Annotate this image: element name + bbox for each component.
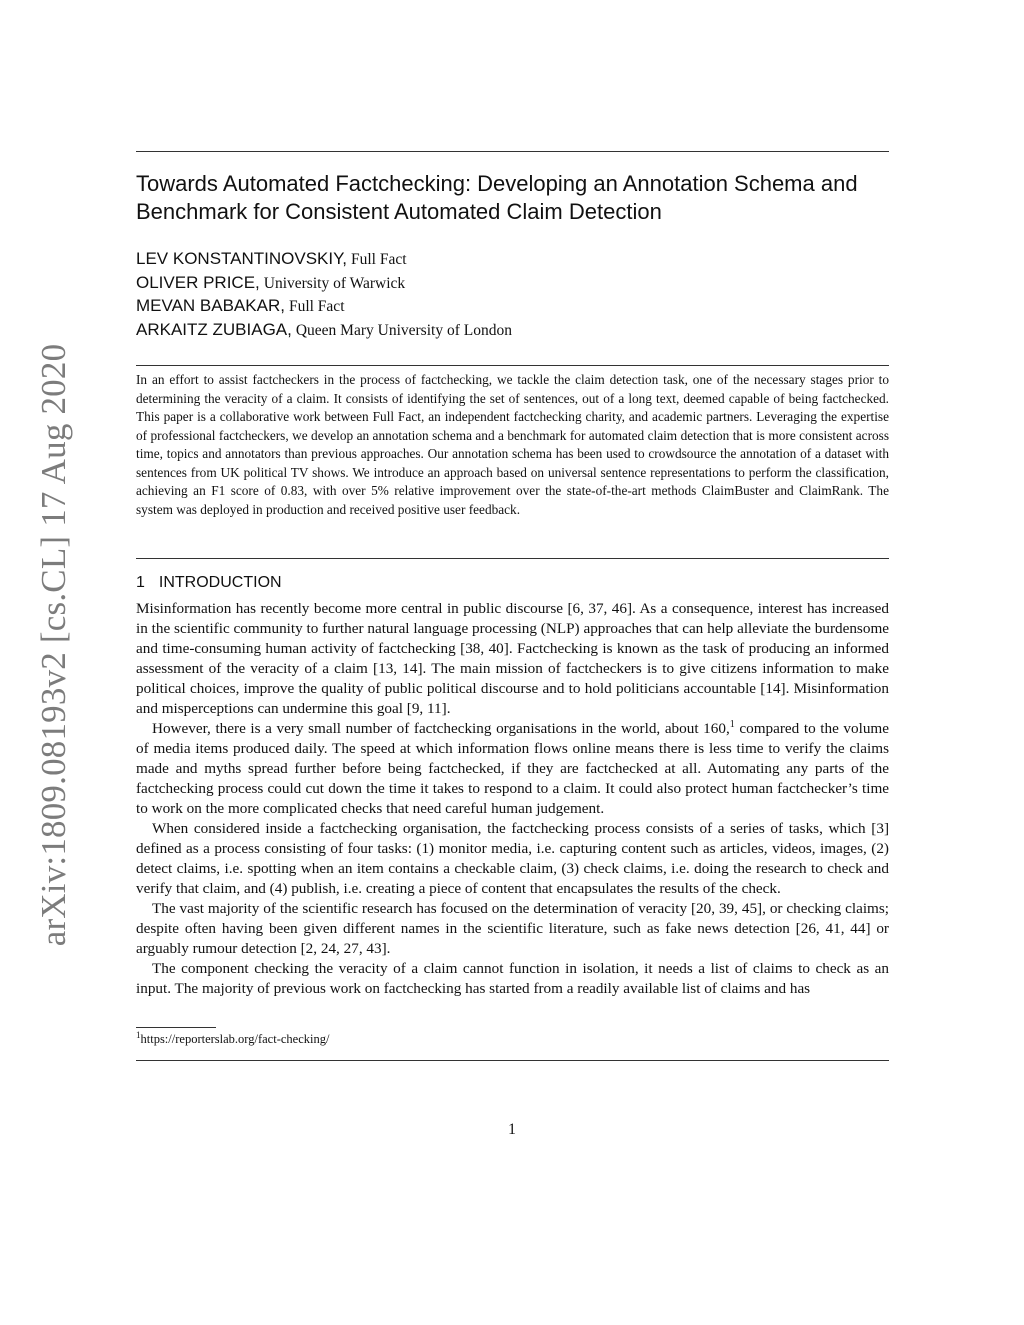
author-entry bbox=[136, 294, 889, 318]
author-name: ARKAITZ ZUBIAGA, bbox=[136, 319, 292, 339]
paper-title bbox=[136, 170, 896, 226]
author-entry bbox=[136, 318, 889, 342]
section-heading bbox=[136, 574, 282, 592]
section-title: INTRODUCTION bbox=[158, 574, 282, 591]
paragraph: When considered inside a factchecking organisation, the factchecking process consists of a series of tasks, which [3] defined as a process consisting of four tasks: (1) monitor media, i.e. capturing content such as articles, videos, images, (2) detect claims, i.e. spotting when an item contains a checkable claim, (3) check claims, i.e. doing the research to check and verify that claim, and (4) publish, i.e. creating a piece of content that encapsulates the results of the check. bbox=[136, 820, 889, 897]
footnote-mark: 1 bbox=[136, 1029, 141, 1040]
top-rule bbox=[136, 151, 889, 152]
author-name: OLIVER PRICE, bbox=[136, 272, 260, 292]
author-entry bbox=[136, 247, 889, 271]
author-affiliation: Full Fact bbox=[288, 298, 345, 315]
section-number: 1 bbox=[136, 574, 145, 591]
footnote-rule bbox=[136, 1027, 216, 1028]
footnote-marker: 1 bbox=[729, 718, 735, 730]
abstract-top-rule bbox=[136, 365, 889, 366]
paragraph bbox=[136, 719, 889, 819]
author-affiliation: University of Warwick bbox=[263, 274, 406, 292]
abstract-bottom-rule bbox=[136, 558, 889, 559]
author-affiliation: Full Fact bbox=[351, 251, 407, 268]
author-name: LEV KONSTANTINOVSKIY, bbox=[136, 249, 347, 268]
paragraph: The vast majority of the scientific research has focused on the determination of veracity [20, 39, 45], or checking claims; despite often having been given different names in the scientific literature, such as fake news detection [26, 41, 44] or arguably rumour detection [2, 24, 27, 43]. bbox=[136, 900, 889, 957]
author-entry bbox=[136, 271, 889, 295]
title-line-2: Benchmark for Consistent Automated Claim Detection bbox=[136, 199, 662, 224]
paragraph-text: However, there is a very small number of factchecking organisations in the world, about 160, bbox=[152, 720, 730, 737]
title-line-1: Towards Automated Factchecking: Developing an Annotation Schema and bbox=[136, 171, 858, 196]
author-name: MEVAN BABAKAR, bbox=[136, 296, 285, 315]
paragraph-text: compared to the volume of media items produced daily. The speed at which information flows online means there is less time to verify the claims made and myths spread further before being factchecked, if they are factchecked at all. Automating any parts of the factchecking process could cut down the time it takes to respond to a claim. It could also protect human factchecker’s time to work on the more complicated checks that need careful human judgement. bbox=[136, 720, 889, 817]
body-text bbox=[136, 599, 889, 999]
abstract: In an effort to assist factcheckers in the process of factchecking, we tackle the claim detection task, one of the necessary stages prior to determining the veracity of a claim. It consists of identifying the set of sentences, out of a long text, deemed capable of being factchecked. This paper is a collaborative work between Full Fact, an independent factchecking charity, and academic partners. Leveraging the expertise of professional factcheckers, we develop an annotation schema and a benchmark for automated claim detection that is more consistent across time, topics and annotators than previous approaches. Our annotation schema has been used to crowdsource the annotation of a dataset with sentences from UK political TV shows. We introduce an approach based on universal sentence representations to perform the classification, achieving an F1 score of 0.83, with over 5% relative improvement over the state-of-the-art methods ClaimBuster and ClaimRank. The system was deployed in production and received positive user feedback. bbox=[136, 372, 889, 517]
bottom-rule bbox=[136, 1060, 889, 1061]
author-affiliation: Queen Mary University of London bbox=[295, 321, 512, 339]
author-list bbox=[136, 247, 889, 341]
arxiv-identifier-stamp: arXiv:1809.08193v2 [cs.CL] 17 Aug 2020 bbox=[34, 343, 73, 947]
footnote-link[interactable]: https://reporterslab.org/fact-checking/ bbox=[140, 1032, 330, 1046]
footnote bbox=[136, 1029, 330, 1047]
paragraph: Misinformation has recently become more central in public discourse [6, 37, 46]. As a consequence, interest has increased in the scientific community to further natural language processing (NLP) approaches that can help alleviate the burdensome and time-consuming human activity of factchecking [38, 40]. Factchecking is known as the task of producing an informed assessment of the veracity of a claim [13, 14]. The main mission of factcheckers is to give citizens information to make political choices, improve the quality of public political discourse and to hold politicians accountable [14]. Misinformation and misperceptions can undermine this goal [9, 11]. bbox=[136, 600, 889, 717]
paragraph: The component checking the veracity of a claim cannot function in isolation, it needs a list of claims to check as an input. The majority of previous work on factchecking has started from a readily available list of claims and has bbox=[136, 960, 889, 997]
page-number: 1 bbox=[508, 1121, 516, 1138]
